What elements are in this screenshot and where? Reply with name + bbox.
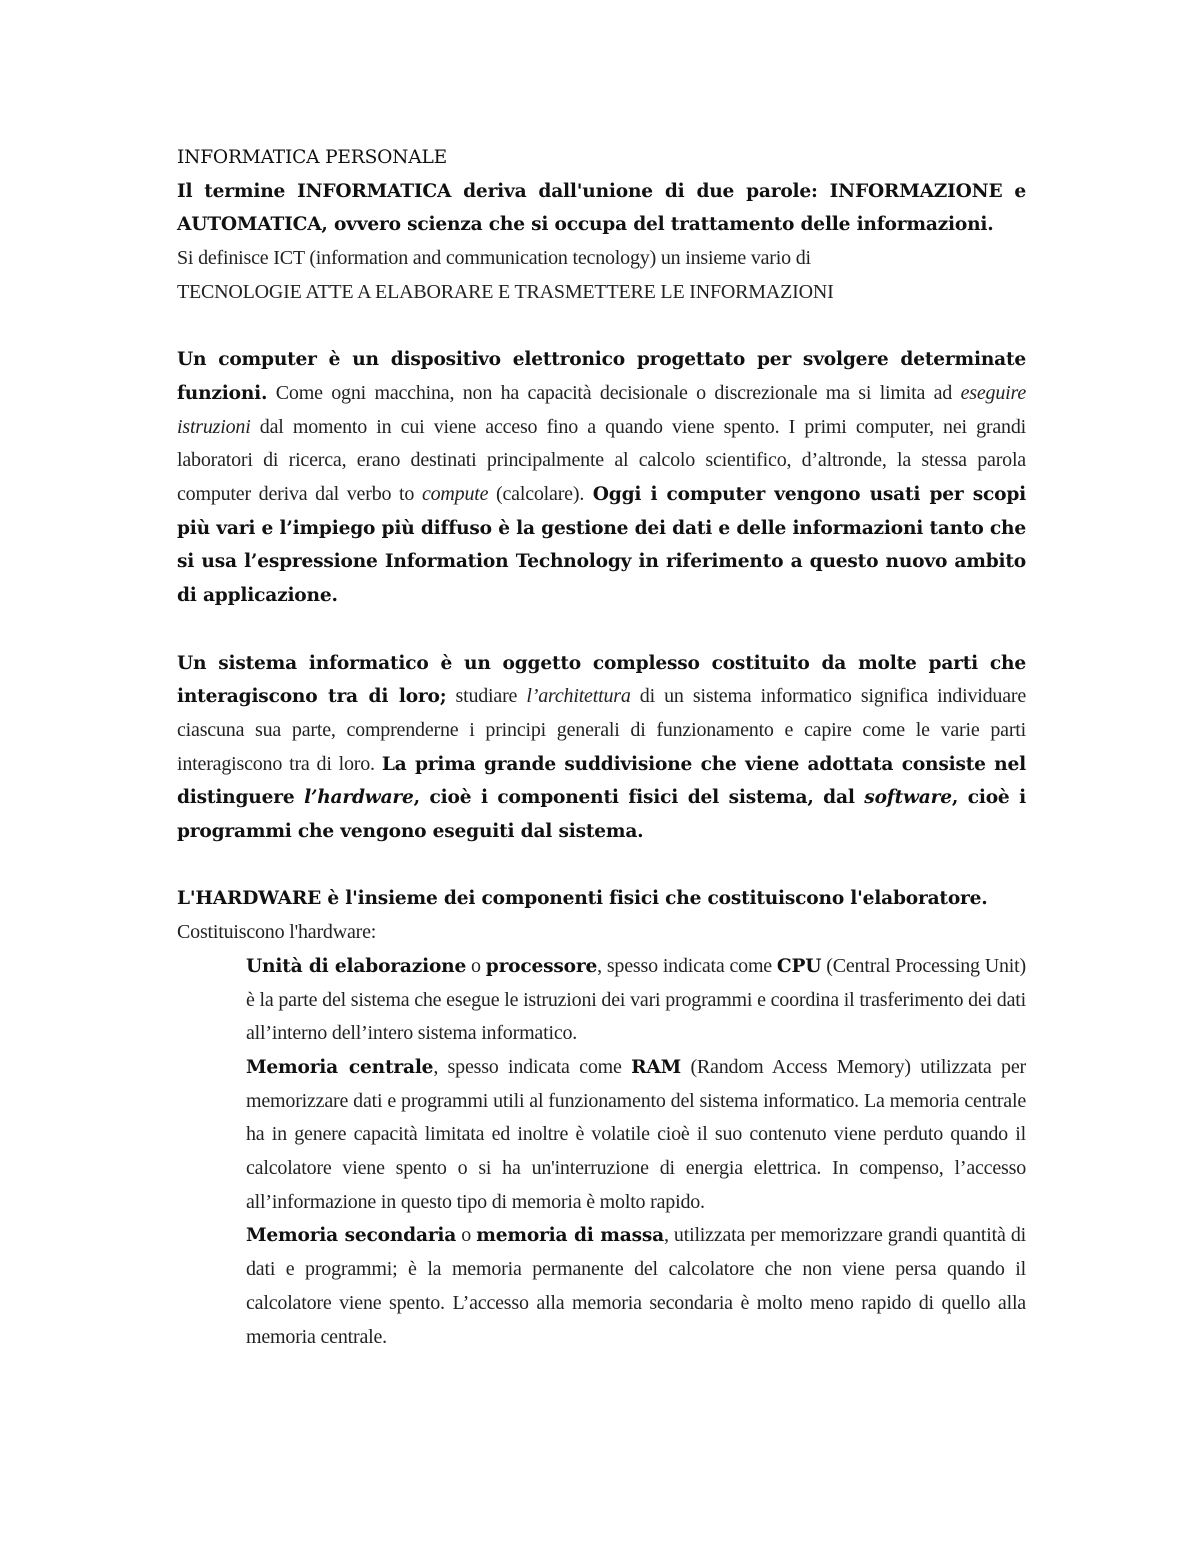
text: TECNOLOGIE ATTE A ELABORARE E TRASMETTERE LE INFORMAZIONI [177,280,834,303]
italic-text: l’architettura [526,685,631,708]
bold-text: Unità di elaborazione [246,955,467,977]
paragraph-sistema-informatico [177,647,1026,849]
document-body [177,141,1026,1354]
bold-italic-text: l’hardware [304,787,414,809]
bold-italic-text: software [864,787,952,809]
bold-text: La prima grande suddivisione che viene adottata consiste nel distinguere [177,753,1026,809]
bold-text: Un sistema informatico è un oggetto complesso costituito da molte parti che interagiscono tra di loro; [177,652,1026,708]
bold-text: Il termine INFORMATICA deriva dall'unione di due parole: INFORMAZIONE e AUTOMATICA, ovvero scienza che si occupa del trattamento delle informazioni. [177,180,1026,236]
text: o [456,1224,477,1247]
paragraph-hardware [177,882,1026,949]
bold-text: Memoria secondaria [246,1225,457,1247]
spacer [177,849,1026,883]
italic-text: eseguire istruzioni [177,381,1026,438]
text: (Random Access Memory) utilizzata per memorizzare dati e programmi utili al funzionamento del sistema informatico. La memoria centrale ha in genere capacità limitata ed inoltre è volatile cioè il suo contenuto viene perduto quando il calcolatore viene spento o si ha un'interruzione di energia elettrica. In compenso, l’accesso all’informazione in questo tipo di memoria è molto rapido. [246,1055,1026,1213]
bold-text: Memoria centrale [246,1056,434,1078]
paragraph-computer [177,343,1026,613]
text: (calcolare). [488,483,585,506]
text: Come ogni macchina, non ha capacità decisionale o discrezionale ma si limita ad [267,381,961,404]
bold-text: CPU [776,955,822,977]
text: , spesso indicata come [433,1055,632,1078]
text: (Central Processing Unit) è la parte del sistema che esegue le istruzioni dei vari programmi e coordina il trasferimento dei dati all’interno dell’intero sistema informatico. [246,954,1026,1045]
text: o [466,954,486,977]
spacer [177,613,1026,647]
bold-text: Oggi i computer vengono usati per scopi più vari e l’impiego più diffuso è la gestione dei dati e delle informazioni tanto che si usa l’espressione Information Technology in riferimento a questo nuovo ambito di applicazione. [177,484,1026,607]
text: dal momento in cui viene acceso fino a quando viene spento. I primi computer, nei grandi laboratori di ricerca, erano destinati principalmente al calcolo scientifico, d’altronde, la stessa parola computer deriva dal verbo to [177,415,1026,506]
text: Costituiscono l'hardware: [177,921,377,944]
list-item-memoria-secondaria [246,1219,1026,1354]
bold-text: memoria di massa [476,1225,664,1247]
document-title: INFORMATICA PERSONALE [177,147,448,168]
bold-text: , cioè i componenti fisici del sistema, dal [413,787,865,809]
text: , utilizzata per memorizzare grandi quantità di dati e programmi; è la memoria permanente del calcolatore che non viene persa quando il calcolatore viene spento. L’accesso alla memoria secondaria è molto meno rapido di quello alla memoria centrale. [246,1224,1026,1348]
text: studiare [446,685,527,708]
bold-text: RAM [631,1056,682,1078]
bold-text: Un computer è un dispositivo elettronico progettato per svolgere determinate funzioni. [177,349,1026,404]
paragraph-ict-definition [177,242,1026,309]
paragraph-informatica-definition [177,175,1026,242]
bold-text: , cioè i programmi che vengono eseguiti dal sistema. [177,787,1026,843]
bold-text: processore [485,955,598,977]
list-item-cpu [246,950,1026,1051]
bold-text: L'HARDWARE è l'insieme dei componenti fisici che costituiscono l'elaboratore. [177,888,988,910]
spacer [177,310,1026,344]
italic-text: compute [421,483,489,506]
text: , spesso indicata come [597,954,777,977]
list-item-ram [246,1051,1026,1220]
text: Si definisce ICT (information and communication tecnology) un insieme vario di [177,247,811,270]
text: di un sistema informatico significa individuare ciascuna sua parte, comprenderne i principi generali di funzionamento e capire come le varie parti interagiscono tra di loro. [177,685,1027,775]
